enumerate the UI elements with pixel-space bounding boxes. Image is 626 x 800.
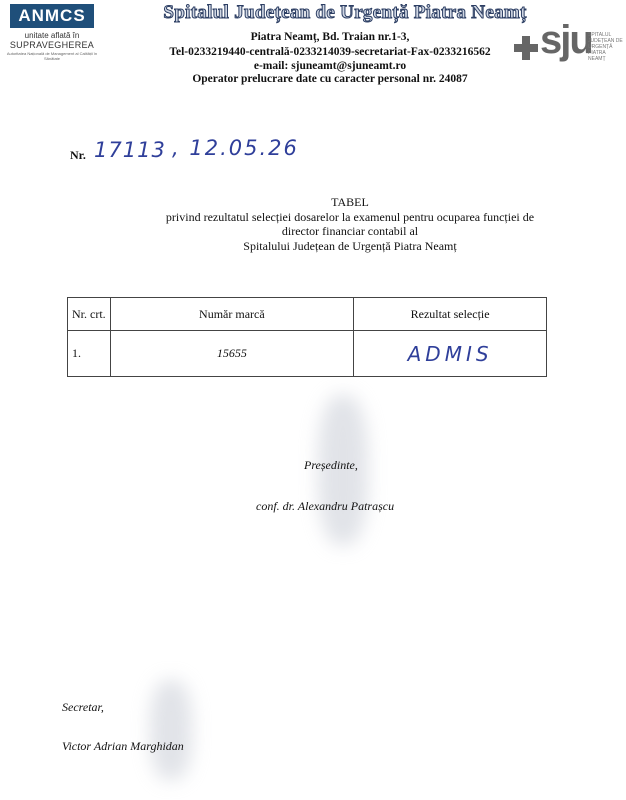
sju-small-text: SPITALUL JUDEȚEAN DE URGENȚĂ PIATRA NEAMȚ (588, 32, 623, 62)
medical-cross-icon (514, 36, 538, 60)
sju-logo (512, 18, 624, 78)
header-nr-crt: Nr. crt. (68, 298, 111, 331)
president-label: Președinte, (304, 458, 358, 472)
registration-date: , 12.05.26 (172, 136, 299, 160)
cell-numar-marca: 15655 (110, 331, 354, 377)
anmcs-acronym: ANMCS (10, 4, 94, 28)
table-header-row (68, 298, 547, 331)
header-rezultat: Rezultat selecție (354, 298, 547, 331)
header-numar-marca: Număr marcă (110, 298, 354, 331)
document-subtitle-line1: privind rezultatul selecției dosarelor la examenul pentru ocuparea funcției de (165, 210, 535, 224)
operator-number: Operator prelucrare date cu caracter personal nr. 24087 (192, 73, 468, 85)
registration-number: 17113 (94, 138, 166, 162)
anmcs-line2: SUPRAVEGHEREA (9, 40, 95, 50)
document-subtitle-line3: Spitalului Județean de Urgență Piatra Neamț (243, 239, 457, 253)
registration-label: Nr. (70, 148, 86, 162)
cell-rezultat: ADMIS (354, 331, 547, 377)
hospital-email: e-mail: sjuneamt@sjuneamt.ro (253, 60, 407, 72)
hospital-phone: Tel-0233219440-centrală-0233214039-secretariat-Fax-0233216562 (169, 46, 491, 58)
secretary-signature-redacted (150, 680, 192, 780)
sju-word: sju (540, 18, 592, 62)
cell-nr: 1. (68, 331, 111, 377)
hospital-name: Spitalul Județean de Urgență Piatra Neamț (163, 2, 527, 23)
anmcs-line3: Autoritatea Națională de Management al Calității în Sănătate (6, 51, 98, 61)
president-name: conf. dr. Alexandru Patrașcu (256, 499, 395, 513)
secretary-name: Victor Adrian Marghidan (62, 739, 184, 753)
document-heading: TABEL (331, 195, 369, 209)
secretary-label: Secretar, (62, 700, 104, 714)
table-row (68, 331, 547, 377)
anmcs-logo (6, 4, 98, 70)
results-table (67, 297, 547, 377)
document-subtitle-line2: director financiar contabil al (281, 224, 419, 238)
hospital-address: Piatra Neamț, Bd. Traian nr.1-3, (250, 31, 410, 43)
anmcs-line1: unitate aflată în (24, 31, 80, 40)
